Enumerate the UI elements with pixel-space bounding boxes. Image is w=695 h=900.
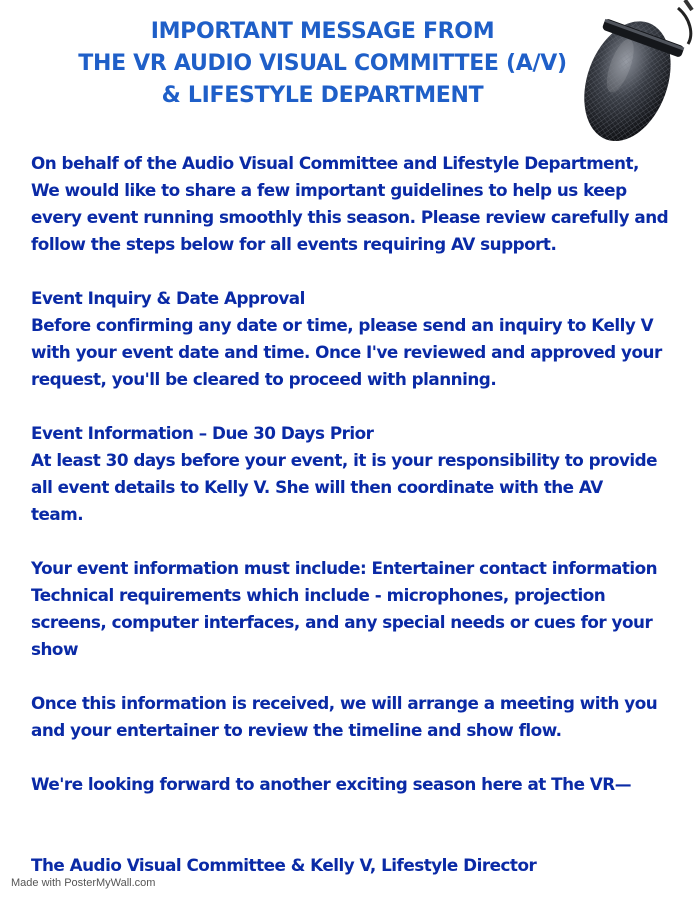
inquiry-line: request, you'll be cleared to proceed with planning.	[31, 369, 497, 389]
title-line-2: THE VR AUDIO VISUAL COMMITTEE (A/V)	[78, 51, 567, 76]
requirements-line: show	[31, 639, 78, 659]
inquiry-line: with your event date and time. Once I've reviewed and approved your	[31, 342, 662, 362]
info-line: At least 30 days before your event, it is your responsibility to provide	[31, 450, 658, 470]
section-heading-inquiry: Event Inquiry & Date Approval	[31, 288, 305, 308]
intro-line: every event running smoothly this season. Please review carefully and	[31, 207, 669, 227]
title-line-3: & LIFESTYLE DEPARTMENT	[161, 83, 484, 108]
closing-line: We're looking forward to another exciting season here at The VR—	[31, 774, 631, 794]
requirements-line: Technical requirements which include - microphones, projection	[31, 585, 606, 605]
poster-title	[60, 16, 585, 112]
title-line-1: IMPORTANT MESSAGE FROM	[150, 19, 495, 44]
inquiry-line: Before confirming any date or time, please send an inquiry to Kelly V	[31, 315, 654, 335]
meeting-line: Once this information is received, we will arrange a meeting with you	[31, 693, 658, 713]
info-line: all event details to Kelly V. She will then coordinate with the AV	[31, 477, 603, 497]
intro-line: follow the steps below for all events requiring AV support.	[31, 234, 557, 254]
meeting-line: and your entertainer to review the timeline and show flow.	[31, 720, 562, 740]
intro-line: We would like to share a few important guidelines to help us keep	[31, 180, 627, 200]
info-line: team.	[31, 504, 84, 524]
made-with-credit: Made with PosterMyWall.com	[11, 877, 156, 889]
intro-line: On behalf of the Audio Visual Committee and Lifestyle Department,	[31, 153, 639, 173]
signature: The Audio Visual Committee & Kelly V, Lifestyle Director	[31, 855, 537, 875]
section-heading-info: Event Information – Due 30 Days Prior	[31, 423, 374, 443]
requirements-line: screens, computer interfaces, and any special needs or cues for your	[31, 612, 653, 632]
microphone-icon	[560, 0, 695, 150]
message-body	[31, 150, 681, 879]
requirements-line: Your event information must include: Entertainer contact information	[31, 558, 658, 578]
